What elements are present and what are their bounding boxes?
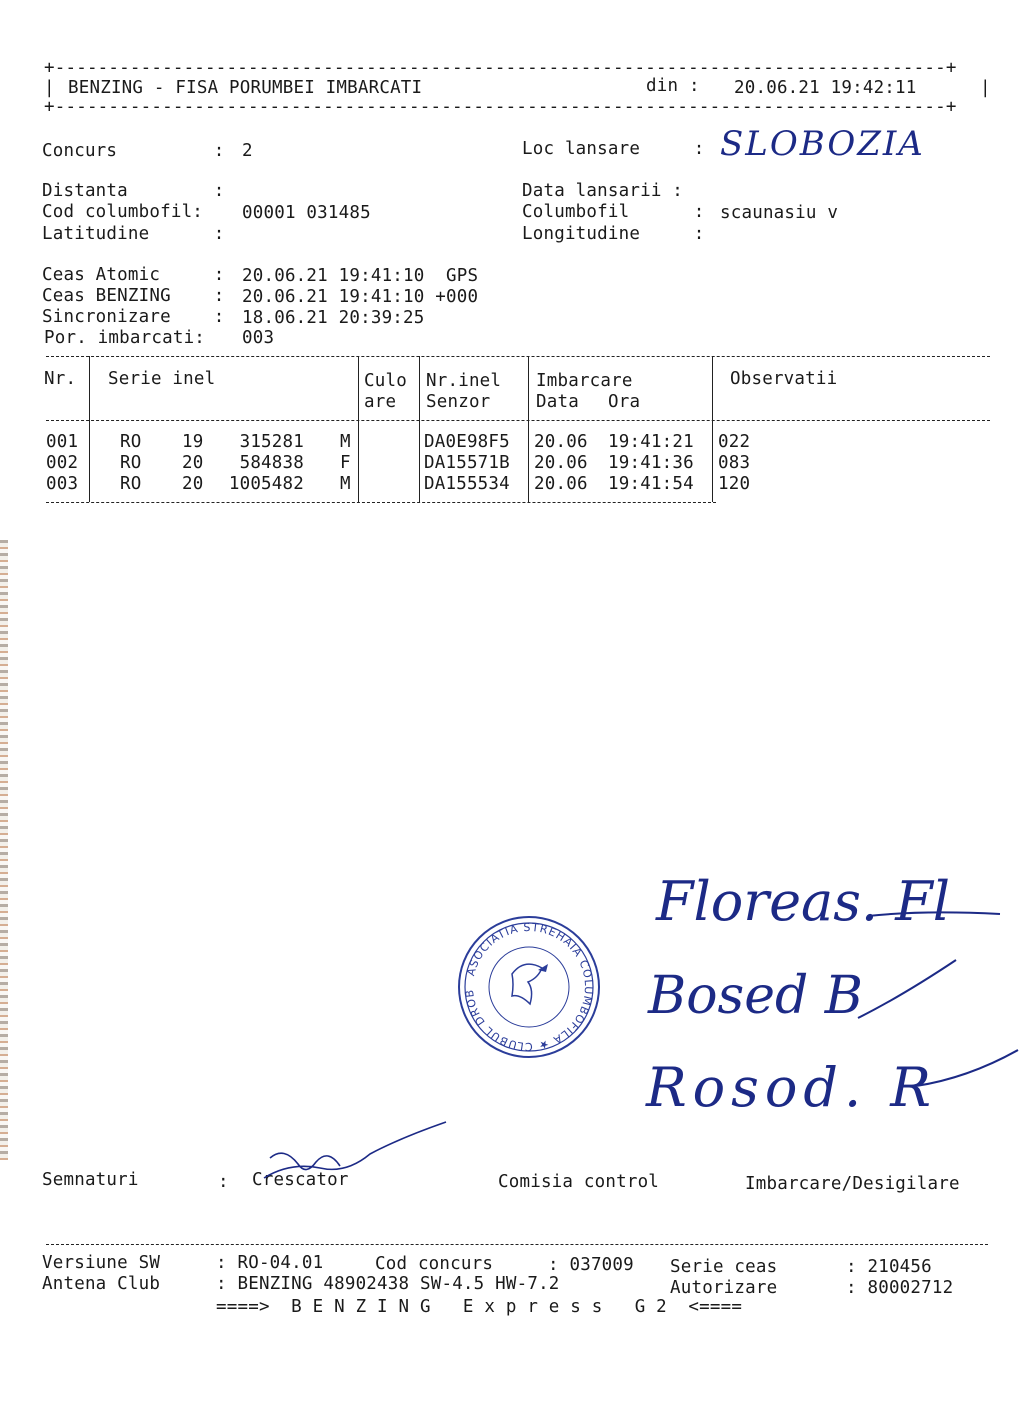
- row-sex: M: [340, 432, 351, 452]
- versiune-sw-label: Versiune SW: [42, 1253, 161, 1273]
- signature-stroke: [852, 956, 962, 1026]
- row-nr: 003: [46, 474, 79, 494]
- loc-lansare-label: Loc lansare :: [522, 139, 705, 159]
- versiune-sw-value: : RO-04.01: [216, 1253, 324, 1273]
- row-country: RO: [120, 432, 142, 452]
- table-col-divider: [419, 356, 420, 502]
- row-country: RO: [120, 474, 142, 494]
- row-data: 20.06: [534, 474, 588, 494]
- sincronizare-label: Sincronizare :: [42, 307, 225, 327]
- loc-lansare-handwritten: SLOBOZIA: [720, 124, 925, 164]
- cod-columbofil-value: 00001 031485: [242, 203, 371, 223]
- handwritten-name-3: Rosod. R: [646, 1056, 937, 1119]
- cod-columbofil-label: Cod columbofil:: [42, 202, 204, 222]
- scanned-page-edge: [0, 540, 8, 1160]
- row-sex: M: [340, 474, 351, 494]
- concurs-label: Concurs :: [42, 141, 225, 161]
- row-senzor: DA15571B: [424, 453, 510, 473]
- col-header-nr-inel-1: Nr.inel: [426, 371, 502, 391]
- header-top-border: +-----------------------------------------------------------------------------------+: [44, 58, 957, 78]
- header-right-bar: |: [980, 78, 991, 98]
- table-col-divider: [358, 356, 359, 502]
- handwritten-name-1: Floreas. Fl: [656, 870, 950, 933]
- ceas-benzing-label: Ceas BENZING :: [42, 286, 225, 306]
- row-nr: 001: [46, 432, 79, 452]
- table-header-rule: [46, 420, 990, 421]
- semnaturi-label: Semnaturi: [42, 1170, 139, 1190]
- row-data: 20.06: [534, 432, 588, 452]
- cod-concurs-value: : 037009: [548, 1255, 634, 1275]
- header-bottom-border: +-----------------------------------------------------------------------------------+: [44, 97, 957, 117]
- svg-text:ASOCIATIA STREHAIA COLUMBOFILA: ASOCIATIA STREHAIA COLUMBOFILA ★ CLUBUL DROB: [462, 920, 596, 1054]
- col-header-culoare-2: are: [364, 392, 397, 412]
- ceas-atomic-label: Ceas Atomic :: [42, 265, 225, 285]
- row-ora: 19:41:21: [608, 432, 694, 452]
- col-header-serie-inel: Serie inel: [108, 369, 216, 389]
- row-ora: 19:41:36: [608, 453, 694, 473]
- header-left-bar: |: [44, 78, 55, 98]
- table-top-rule: [46, 356, 990, 357]
- columbofil-value: scaunasiu v: [720, 203, 839, 223]
- col-header-data: Data: [536, 392, 579, 412]
- distanta-label: Distanta :: [42, 181, 225, 201]
- porumbei-imbarcati-label: Por. imbarcati:: [44, 328, 206, 348]
- row-ring-number: 584838: [239, 453, 304, 473]
- latitudine-label: Latitudine :: [42, 224, 225, 244]
- col-header-nr: Nr.: [44, 369, 77, 389]
- crescator-signature: [250, 1118, 450, 1188]
- row-senzor: DA155534: [424, 474, 510, 494]
- antena-club-label: Antena Club: [42, 1274, 161, 1294]
- antena-club-value: : BENZING 48902438 SW-4.5 HW-7.2: [216, 1274, 560, 1294]
- col-header-nr-inel-2: Senzor: [426, 392, 491, 412]
- serie-ceas-value: : 210456: [846, 1257, 932, 1277]
- row-country: RO: [120, 453, 142, 473]
- cod-concurs-label: Cod concurs: [375, 1254, 494, 1274]
- row-senzor: DA0E98F5: [424, 432, 510, 452]
- ceas-benzing-value: 20.06.21 19:41:10 +000: [242, 287, 479, 307]
- club-stamp: [454, 912, 604, 1062]
- porumbei-imbarcati-value: 003: [242, 328, 275, 348]
- row-ring-number: 315281: [239, 432, 304, 452]
- row-year: 20: [182, 474, 204, 494]
- crescator-label: Crescator: [252, 1170, 349, 1190]
- col-header-ora: Ora: [608, 392, 641, 412]
- sincronizare-value: 18.06.21 20:39:25: [242, 308, 425, 328]
- comisia-control-label: Comisia control: [498, 1172, 660, 1192]
- row-nr: 002: [46, 453, 79, 473]
- footer-rule: [46, 1244, 988, 1245]
- row-observatii: 083: [718, 453, 751, 473]
- col-header-imbarcare: Imbarcare: [536, 371, 633, 391]
- handwritten-name-2: Bosed B: [648, 966, 864, 1026]
- row-observatii: 120: [718, 474, 751, 494]
- signature-stroke: [864, 892, 1004, 932]
- row-sex: F: [340, 453, 351, 473]
- row-observatii: 022: [718, 432, 751, 452]
- stamp-seal-icon: [454, 912, 604, 1062]
- row-data: 20.06: [534, 453, 588, 473]
- signature-stroke: [912, 1046, 1022, 1116]
- row-year: 19: [182, 432, 204, 452]
- table-col-divider: [89, 356, 90, 502]
- ceas-atomic-value: 20.06.21 19:41:10 GPS: [242, 266, 479, 286]
- col-header-observatii: Observatii: [730, 369, 838, 389]
- table-col-divider: [528, 356, 529, 502]
- longitudine-label: Longitudine :: [522, 224, 705, 244]
- header-din-value: 20.06.21 19:42:11: [734, 78, 917, 98]
- serie-ceas-label: Serie ceas: [670, 1257, 778, 1277]
- row-year: 20: [182, 453, 204, 473]
- imbarcare-desigilare-label: Imbarcare/Desigilare: [745, 1174, 960, 1194]
- row-ring-number: 1005482: [228, 474, 304, 494]
- document-title: BENZING - FISA PORUMBEI IMBARCATI: [68, 78, 423, 98]
- table-col-divider: [712, 356, 713, 502]
- col-header-culoare-1: Culo: [364, 371, 407, 391]
- header-din-label: din :: [646, 76, 700, 96]
- concurs-value: 2: [242, 141, 253, 161]
- row-ora: 19:41:54: [608, 474, 694, 494]
- benzing-express-banner: ====> B E N Z I N G E x p r e s s G 2 <====: [216, 1297, 743, 1317]
- semnaturi-colon: :: [218, 1172, 229, 1192]
- autorizare-value: : 80002712: [846, 1278, 954, 1298]
- data-lansarii-label: Data lansarii :: [522, 181, 684, 201]
- table-bottom-rule: [46, 502, 716, 503]
- columbofil-label: Columbofil :: [522, 202, 705, 222]
- autorizare-label: Autorizare: [670, 1278, 778, 1298]
